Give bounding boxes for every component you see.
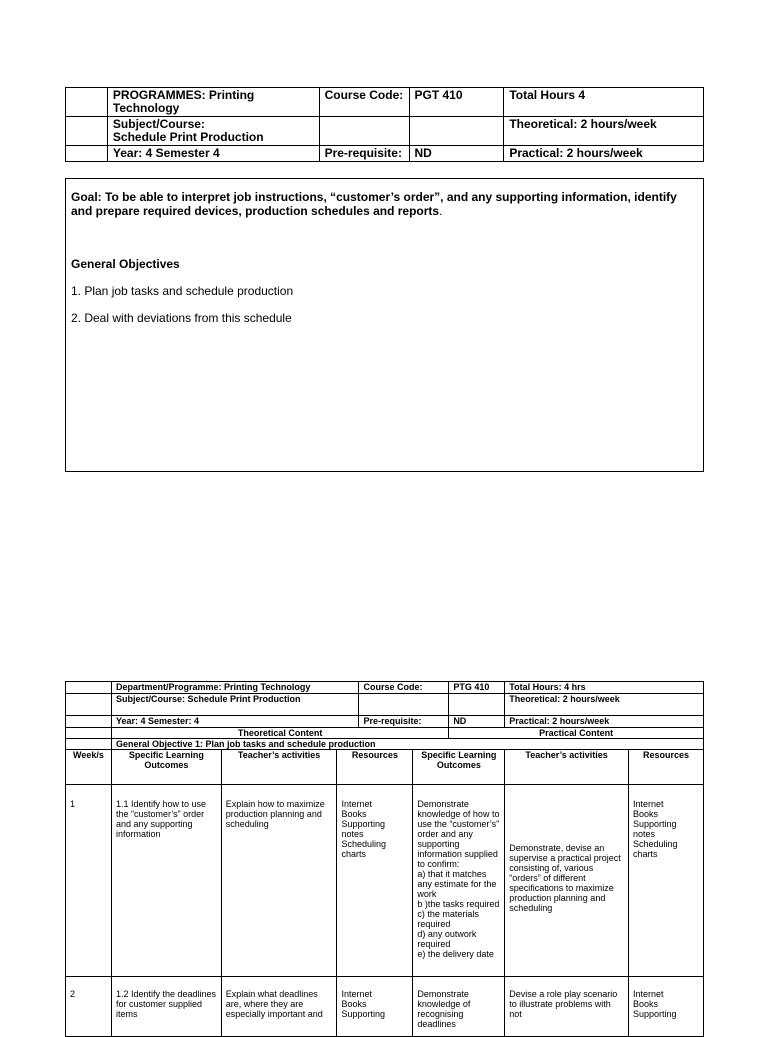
- prereq-label: Pre-requisite:: [319, 146, 409, 162]
- blank-cell: [409, 117, 504, 146]
- week-cell: 2: [66, 977, 112, 1037]
- total-hours: Total Hours: 4 hrs: [505, 682, 704, 694]
- programmes-cell: PROGRAMMES: Printing Technology: [107, 88, 319, 117]
- theoretical-content: Theoretical Content: [111, 728, 448, 739]
- goal-text: Goal: To be able to interpret job instructions, “customer’s order”, and any supporting information, identify and prepare required devices, production schedules and reports: [71, 190, 677, 218]
- practical-resources-cell: Internet Books Supporting: [629, 977, 704, 1037]
- objective-item: 2. Deal with deviations from this schedule: [71, 311, 292, 325]
- general-objectives-title: General Objectives: [71, 257, 180, 271]
- course-code: PGT 410: [409, 88, 504, 117]
- blank-cell: [66, 716, 112, 728]
- column-header: Teacher’s activities: [221, 750, 337, 785]
- prereq-label: Pre-requisite:: [359, 716, 449, 728]
- blank-cell: [66, 117, 108, 146]
- column-header: Resources: [629, 750, 704, 785]
- subject-label: Subject/Course:: [112, 117, 205, 131]
- slo-cell: 1.1 Identify how to use the “customer’s” order and any supporting information: [111, 785, 221, 977]
- subject: Subject/Course: Schedule Print Production: [111, 694, 358, 716]
- goal-statement: [71, 190, 696, 218]
- goal-tail: .: [439, 204, 443, 218]
- prereq-value: ND: [409, 146, 504, 162]
- blank-cell: [66, 682, 112, 694]
- course-content-table: [65, 681, 704, 1037]
- general-objective: General Objective 1: Plan job tasks and schedule production: [111, 739, 703, 750]
- practical-hours: Practical: 2 hours/week: [504, 146, 704, 162]
- course-code: PTG 410: [449, 682, 505, 694]
- column-header: Resources: [337, 750, 413, 785]
- practical-resources-cell: Internet Books Supporting notes Scheduling charts: [629, 785, 704, 977]
- teacher-cell: Explain how to maximize production planning and scheduling: [221, 785, 337, 977]
- year-semester: Year: 4 Semester: 4: [111, 716, 358, 728]
- course-header-table: [65, 87, 704, 162]
- resources-cell: Internet Books Supporting: [337, 977, 413, 1037]
- theoretical-hours: Theoretical: 2 hours/week: [505, 694, 704, 716]
- prereq-value: ND: [449, 716, 505, 728]
- practical-hours: Practical: 2 hours/week: [505, 716, 704, 728]
- slo-cell: 1.2 Identify the deadlines for customer supplied items: [111, 977, 221, 1037]
- goal-box: [65, 178, 704, 472]
- resources-cell: Internet Books Supporting notes Scheduling charts: [337, 785, 413, 977]
- practical-teacher-cell: Demonstrate, devise an supervise a practical project consisting of, various “orders” of different specifications to maximize production planning and scheduling: [505, 785, 629, 977]
- week-cell: 1: [66, 785, 112, 977]
- department: Department/Programme: Printing Technology: [111, 682, 358, 694]
- total-hours: Total Hours 4: [504, 88, 704, 117]
- practical-teacher-cell: Devise a role play scenario to illustrate problems with not: [505, 977, 629, 1037]
- course-code-label: Course Code:: [359, 682, 449, 694]
- theoretical-hours: Theoretical: 2 hours/week: [504, 117, 704, 146]
- year-semester: Year: 4 Semester 4: [107, 146, 319, 162]
- blank-cell: [66, 694, 112, 716]
- course-code-label: Course Code:: [319, 88, 409, 117]
- subject-value: Schedule Print Production: [112, 130, 264, 144]
- practical-slo-cell: Demonstrate knowledge of how to use the “customer’s” order and any supporting information supplied to confirm: a) that it matches any estimate for the work b )the tasks required c) the materials required d) any outwork required e) the delivery date: [413, 785, 505, 977]
- column-header: Specific Learning Outcomes: [111, 750, 221, 785]
- blank-cell: [66, 728, 112, 739]
- column-header: Teacher’s activities: [505, 750, 629, 785]
- blank-cell: [66, 739, 112, 750]
- blank-cell: [66, 146, 108, 162]
- objective-item: 1. Plan job tasks and schedule production: [71, 284, 294, 298]
- blank-cell: [449, 694, 505, 716]
- blank-cell: [319, 117, 409, 146]
- subject-cell: [107, 117, 319, 146]
- practical-content: Practical Content: [449, 728, 704, 739]
- blank-cell: [66, 88, 108, 117]
- teacher-cell: Explain what deadlines are, where they are especially important and: [221, 977, 337, 1037]
- column-header: Week/s: [66, 750, 112, 785]
- column-header: Specific Learning Outcomes: [413, 750, 505, 785]
- practical-slo-cell: Demonstrate knowledge of recognising deadlines: [413, 977, 505, 1037]
- blank-cell: [359, 694, 449, 716]
